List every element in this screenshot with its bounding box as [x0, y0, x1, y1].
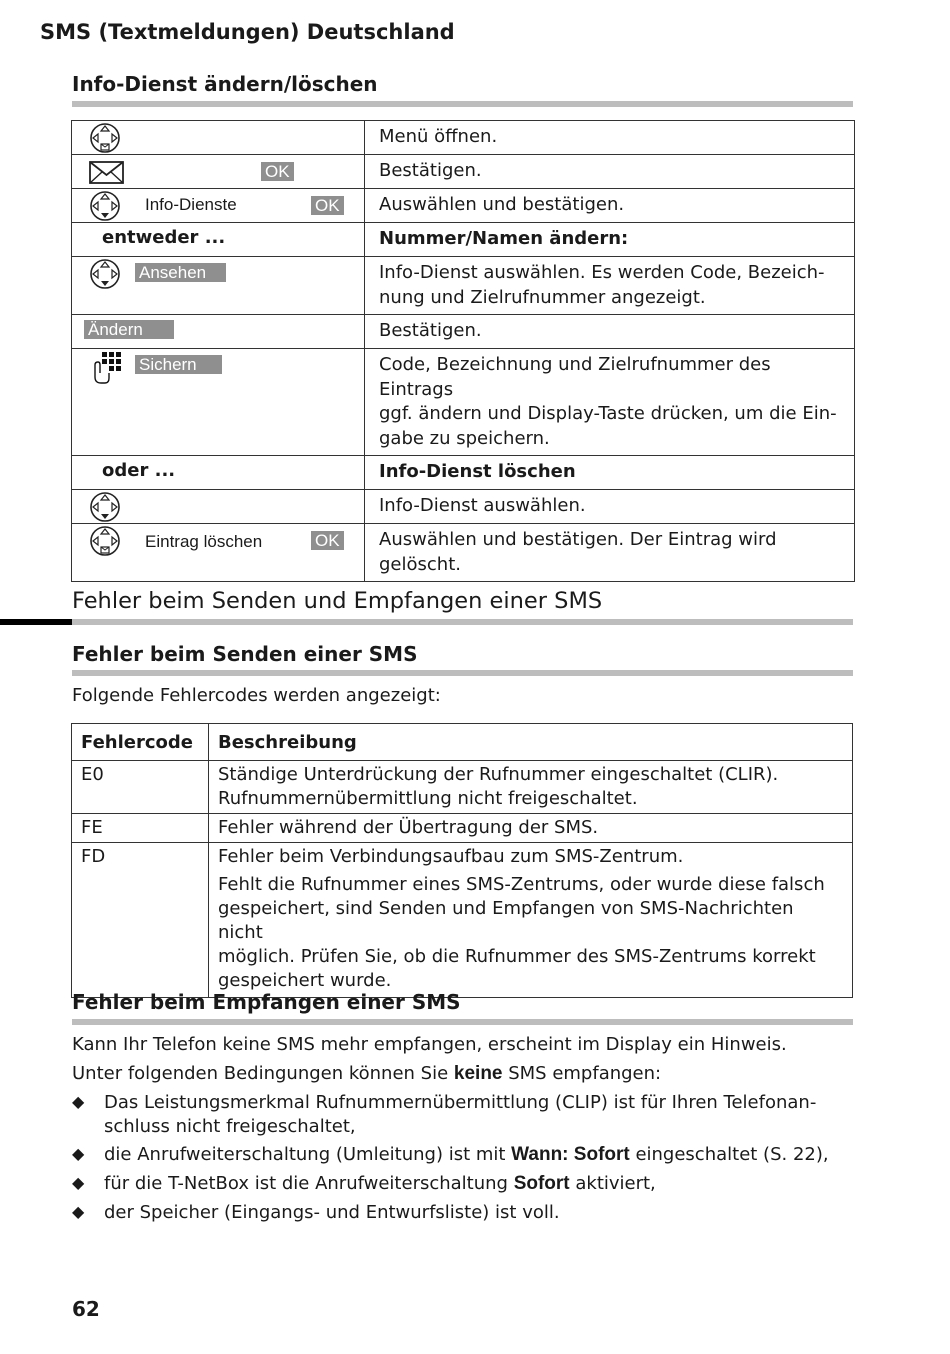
step-text: Code, Bezeichnung und Zielrufnummer des Eintrags ggf. ändern und Display-Taste drücken, um die Ein- gabe zu speichern. — [365, 349, 855, 456]
column-header: Beschreibung — [209, 724, 853, 761]
step-text: Bestätigen. — [365, 315, 855, 349]
table-row — [72, 843, 853, 998]
ok-key: OK — [311, 196, 344, 215]
bullet-icon: ◆ — [72, 1202, 85, 1221]
step-text: Bestätigen. — [365, 155, 855, 189]
subsection-title-empfangen: Fehler beim Empfangen einer SMS — [72, 990, 461, 1014]
running-head: SMS (Textmeldungen) Deutschland — [40, 20, 455, 44]
step-text: Info-Dienst auswählen. — [365, 490, 855, 524]
ok-key: OK — [261, 162, 294, 181]
section-marker-bar — [0, 619, 72, 625]
error-codes-table — [71, 723, 853, 998]
nav-key-icon — [89, 258, 121, 290]
section-title-fehler: Fehler beim Senden und Empfangen einer SMS — [72, 588, 603, 614]
menu-item-label: Info-Dienste — [145, 195, 237, 214]
error-code: E0 — [72, 761, 209, 814]
section-title-info-dienst: Info-Dienst ändern/löschen — [72, 72, 378, 96]
nav-key-menu-icon — [89, 122, 121, 154]
step-text: Auswählen und bestätigen. — [365, 189, 855, 223]
error-code: FE — [72, 814, 209, 843]
paragraph: Kann Ihr Telefon keine SMS mehr empfangen, erscheint im Display ein Hinweis. — [72, 1034, 787, 1055]
subsection-title-senden: Fehler beim Senden einer SMS — [72, 642, 418, 666]
nav-key-menu-icon — [89, 525, 121, 557]
step-subheading: Info-Dienst löschen — [365, 456, 855, 490]
page-number: 62 — [72, 1297, 100, 1321]
title-rule — [72, 101, 853, 107]
paragraph: Unter folgenden Bedingungen können Sie keine SMS empfangen: — [72, 1063, 662, 1084]
step-text: Auswählen und bestätigen. Der Eintrag wird gelöscht. — [365, 524, 855, 582]
step-text: Info-Dienst auswählen. Es werden Code, Bezeich- nung und Zielrufnummer angezeigt. — [365, 257, 855, 315]
bullet-icon: ◆ — [72, 1144, 85, 1163]
display-key: Ansehen — [135, 263, 226, 282]
error-description: Fehler während der Übertragung der SMS. — [209, 814, 853, 843]
bullet-icon: ◆ — [72, 1173, 85, 1192]
table-row — [72, 761, 853, 814]
title-rule — [72, 1019, 853, 1025]
step-text: Menü öffnen. — [365, 121, 855, 155]
step-subheading: Nummer/Namen ändern: — [365, 223, 855, 257]
display-key: Sichern — [135, 355, 222, 374]
keypad-icon — [92, 351, 124, 385]
bullet-icon: ◆ — [72, 1092, 85, 1111]
info-dienst-steps-table — [71, 120, 855, 582]
control-label: entweder ... — [102, 227, 226, 248]
nav-key-icon — [89, 491, 121, 523]
control-label: oder ... — [102, 460, 176, 481]
title-rule — [72, 670, 853, 676]
error-code: FD — [72, 843, 209, 998]
ok-key: OK — [311, 531, 344, 550]
menu-item-label: Eintrag löschen — [145, 532, 263, 551]
intro-text: Folgende Fehlercodes werden angezeigt: — [72, 685, 441, 706]
display-key: Ändern — [84, 320, 174, 339]
error-description: Fehler beim Verbindungsaufbau zum SMS-Zentrum. — [218, 846, 684, 867]
nav-key-icon — [89, 190, 121, 222]
error-description-detail: Fehlt die Rufnummer eines SMS-Zentrums, oder wurde diese falsch gespeichert, sind Senden und Empfangen von SMS-Nachrichten nicht möglich. Prüfen Sie, ob die Rufnummer des SMS-Zentrums korrekt gespeichert wurde. — [218, 874, 825, 991]
column-header: Fehlercode — [72, 724, 209, 761]
error-description: Ständige Unterdrückung der Rufnummer eingeschaltet (CLIR). Rufnummernübermittlung nicht freigeschaltet. — [209, 761, 853, 814]
title-rule — [72, 619, 853, 625]
envelope-icon — [89, 161, 125, 185]
table-row — [72, 814, 853, 843]
